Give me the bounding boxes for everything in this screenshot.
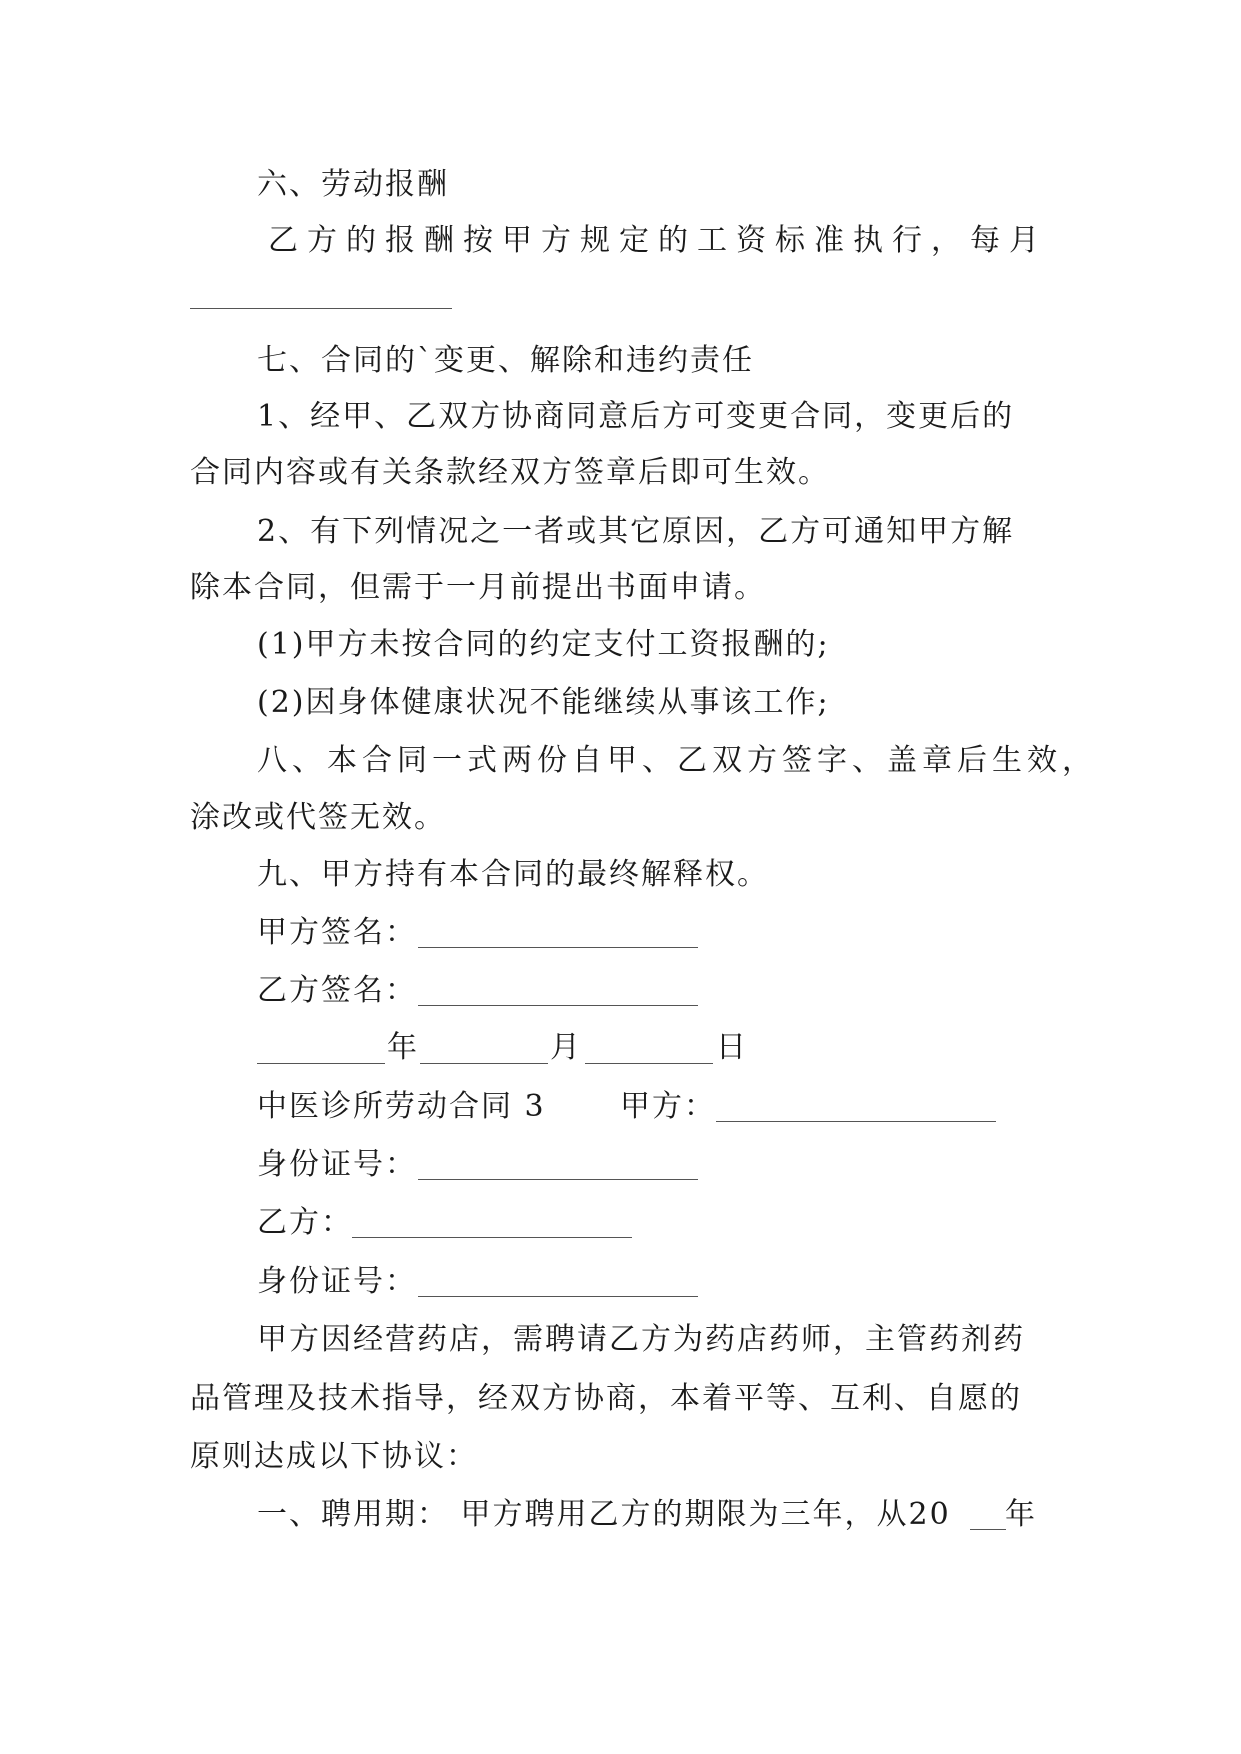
party-b-id-label: 身份证号： [257,1264,417,1299]
clause-7-2-item-2: (2)因身体健康状况不能继续从事该工作; [257,685,830,720]
section-8-line-2: 涂改或代签无效。 [190,800,446,835]
preamble-line-1: 甲方因经营药店，需聘请乙方为药店药师，主管药剂药 [257,1322,1025,1357]
contract-3-party-a-label: 甲方： [620,1089,716,1124]
section-8-line-1: 八、本合同一式两份自甲、乙双方签字、盖章后生效， [257,743,1097,778]
clause-7-1-line-2: 合同内容或有关条款经双方签章后即可生效。 [190,455,830,490]
party-a-id-label: 身份证号： [257,1147,417,1182]
party-b-signature-label: 乙方签名： [257,973,417,1008]
party-b-id-line [418,1296,698,1297]
term-year-label: 年 [1005,1497,1037,1532]
section-6-heading: 六、劳动报酬 [257,167,449,202]
section-9: 九、甲方持有本合同的最终解释权。 [257,857,769,892]
section-7-heading: 七、合同的`变更、解除和违约责任 [257,343,754,378]
salary-paragraph: 乙方的报酬按甲方规定的工资标准执行，每月 [268,223,1048,258]
term-year-blank-line [970,1529,1006,1530]
date-day-label: 日 [716,1030,748,1065]
clause-7-2-line-1: 2、有下列情况之一者或其它原因，乙方可通知甲方解 [257,514,1015,549]
party-b-signature-line [418,1005,698,1006]
salary-blank-line [190,308,452,309]
date-year-label: 年 [387,1030,419,1065]
date-month-label: 月 [550,1030,582,1065]
party-a-signature-label: 甲方签名： [257,915,417,950]
day-blank-line [585,1063,713,1064]
preamble-line-3: 原则达成以下协议： [190,1439,478,1474]
party-a-signature-line [418,947,698,948]
party-b-line [352,1237,632,1238]
preamble-line-2: 品管理及技术指导，经双方协商，本着平等、互利、自愿的 [190,1381,1022,1416]
clause-7-2-line-2: 除本合同，但需于一月前提出书面申请。 [190,570,766,605]
contract-3-title: 中医诊所劳动合同 3 [257,1089,546,1124]
year-blank-line [257,1063,385,1064]
clause-7-1-line-1: 1、经甲、乙双方协商同意后方可变更合同，变更后的 [257,399,1015,434]
contract-3-party-a-line [716,1121,996,1122]
clause-7-2-item-1: (1)甲方未按合同的约定支付工资报酬的; [257,627,830,662]
party-b-label: 乙方： [257,1205,353,1240]
party-a-id-line [418,1179,698,1180]
term-clause: 一、聘用期： 甲方聘用乙方的期限为三年，从20 [257,1497,951,1532]
month-blank-line [420,1063,548,1064]
